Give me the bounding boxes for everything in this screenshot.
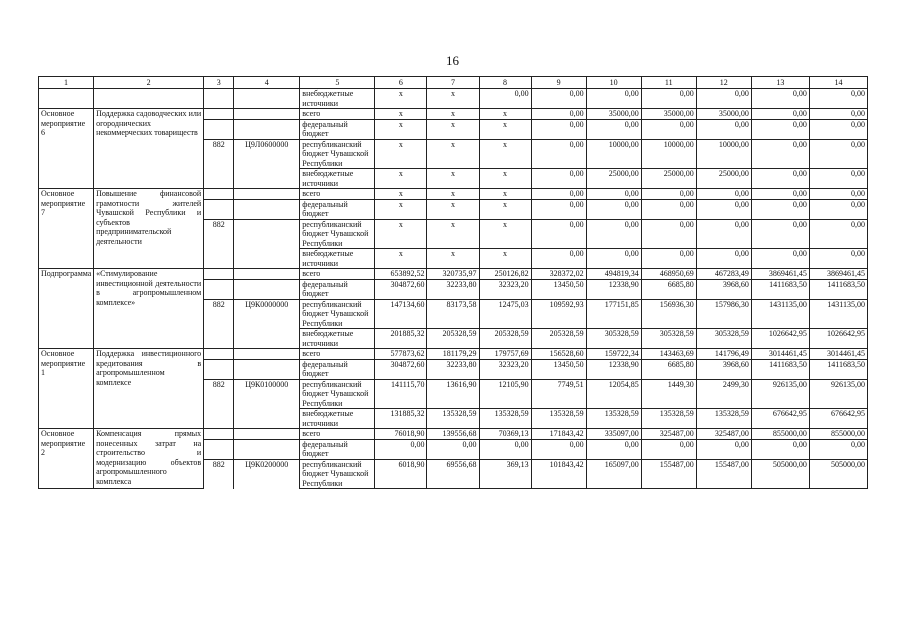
- value-cell: 0,00: [586, 439, 641, 459]
- column-header: 4: [234, 77, 300, 89]
- table-row: [39, 429, 868, 440]
- value-cell: 0,00: [586, 119, 641, 139]
- value-cell: 505000,00: [809, 459, 867, 489]
- item-name: Компенсация прямых понесенных затрат на строительство и модернизацию объектов агропромышленного комплекса: [94, 429, 204, 489]
- funding-source: федеральный бюджет: [300, 199, 375, 219]
- funding-source: федеральный бюджет: [300, 279, 375, 299]
- item-name: Поддержка инвестиционного кредитования в агропромышленном комплексе: [94, 349, 204, 429]
- value-cell: 325487,00: [696, 429, 751, 440]
- value-cell: 165097,00: [586, 459, 641, 489]
- table-row: [39, 269, 868, 280]
- value-cell: 0,00: [531, 139, 586, 169]
- value-cell: 155487,00: [641, 459, 696, 489]
- value-cell: х: [427, 119, 479, 139]
- value-cell: 179757,69: [479, 349, 531, 360]
- empty-cell: [94, 89, 204, 109]
- value-cell: х: [375, 249, 427, 269]
- value-cell: 0,00: [751, 219, 809, 249]
- value-cell: 328372,02: [531, 269, 586, 280]
- value-cell: 25000,00: [641, 169, 696, 189]
- value-cell: 0,00: [531, 199, 586, 219]
- value-cell: 0,00: [696, 249, 751, 269]
- value-cell: 135328,59: [427, 409, 479, 429]
- funding-source: всего: [300, 429, 375, 440]
- empty-cell: [234, 359, 300, 379]
- value-cell: х: [479, 169, 531, 189]
- value-cell: 0,00: [809, 439, 867, 459]
- value-cell: х: [375, 189, 427, 200]
- value-cell: 0,00: [531, 169, 586, 189]
- value-cell: х: [479, 249, 531, 269]
- value-cell: 855000,00: [751, 429, 809, 440]
- value-cell: 32323,20: [479, 279, 531, 299]
- value-cell: 159722,34: [586, 349, 641, 360]
- budget-table: [38, 76, 868, 489]
- grbs-code: 882: [204, 139, 234, 169]
- empty-cell: [234, 279, 300, 299]
- value-cell: 0,00: [531, 119, 586, 139]
- value-cell: 12338,90: [586, 279, 641, 299]
- value-cell: 1411683,50: [809, 359, 867, 379]
- value-cell: 0,00: [751, 139, 809, 169]
- value-cell: х: [375, 169, 427, 189]
- item-name: Повышение финансовой грамотности жителей Чувашской Республики и субъектов предпринимательской деятельности: [94, 189, 204, 269]
- value-cell: 101843,42: [531, 459, 586, 489]
- value-cell: 12054,85: [586, 379, 641, 409]
- empty-cell: [204, 429, 234, 440]
- budget-code: Ц9Л0600000: [234, 139, 300, 169]
- column-header: 14: [809, 77, 867, 89]
- value-cell: 0,00: [809, 169, 867, 189]
- value-cell: 0,00: [531, 89, 586, 109]
- value-cell: 0,00: [751, 199, 809, 219]
- value-cell: 0,00: [696, 439, 751, 459]
- funding-source: республиканский бюджет Чувашской Республики: [300, 219, 375, 249]
- value-cell: 32323,20: [479, 359, 531, 379]
- value-cell: 35000,00: [696, 109, 751, 120]
- value-cell: 0,00: [641, 199, 696, 219]
- value-cell: 676642,95: [809, 409, 867, 429]
- value-cell: 0,00: [641, 119, 696, 139]
- funding-source: внебюджетные источники: [300, 89, 375, 109]
- funding-source: внебюджетные источники: [300, 169, 375, 189]
- value-cell: 6685,80: [641, 279, 696, 299]
- value-cell: 0,00: [696, 219, 751, 249]
- value-cell: 0,00: [586, 219, 641, 249]
- value-cell: 177151,85: [586, 299, 641, 329]
- value-cell: 141796,49: [696, 349, 751, 360]
- column-header: 12: [696, 77, 751, 89]
- value-cell: 0,00: [531, 109, 586, 120]
- funding-source: федеральный бюджет: [300, 119, 375, 139]
- value-cell: 32233,80: [427, 279, 479, 299]
- value-cell: 1026642,95: [809, 329, 867, 349]
- value-cell: 69556,68: [427, 459, 479, 489]
- value-cell: 0,00: [641, 249, 696, 269]
- empty-cell: [204, 109, 234, 120]
- column-header: 2: [94, 77, 204, 89]
- value-cell: 25000,00: [696, 169, 751, 189]
- empty-cell: [204, 199, 234, 219]
- value-cell: 76018,90: [375, 429, 427, 440]
- value-cell: 0,00: [809, 199, 867, 219]
- value-cell: 0,00: [809, 189, 867, 200]
- empty-cell: [234, 439, 300, 459]
- funding-source: всего: [300, 189, 375, 200]
- value-cell: 3968,60: [696, 359, 751, 379]
- value-cell: х: [375, 109, 427, 120]
- funding-source: республиканский бюджет Чувашской Республики: [300, 379, 375, 409]
- empty-cell: [234, 119, 300, 139]
- value-cell: 70369,13: [479, 429, 531, 440]
- value-cell: 35000,00: [586, 109, 641, 120]
- value-cell: 0,00: [751, 249, 809, 269]
- value-cell: 139556,68: [427, 429, 479, 440]
- funding-source: федеральный бюджет: [300, 359, 375, 379]
- grbs-code: 882: [204, 219, 234, 249]
- funding-source: республиканский бюджет Чувашской Республики: [300, 139, 375, 169]
- table-row: [39, 189, 868, 200]
- empty-cell: [234, 249, 300, 269]
- budget-code: [234, 219, 300, 249]
- value-cell: 0,00: [531, 249, 586, 269]
- value-cell: 0,00: [809, 89, 867, 109]
- value-cell: 0,00: [751, 189, 809, 200]
- value-cell: 505000,00: [751, 459, 809, 489]
- value-cell: 0,00: [586, 189, 641, 200]
- empty-cell: [234, 429, 300, 440]
- value-cell: 13450,50: [531, 359, 586, 379]
- value-cell: 3869461,45: [751, 269, 809, 280]
- empty-cell: [204, 269, 234, 280]
- value-cell: 320735,97: [427, 269, 479, 280]
- value-cell: 171843,42: [531, 429, 586, 440]
- funding-source: всего: [300, 349, 375, 360]
- page-number: 16: [446, 53, 459, 68]
- value-cell: 0,00: [586, 249, 641, 269]
- value-cell: 0,00: [641, 89, 696, 109]
- value-cell: 12338,90: [586, 359, 641, 379]
- value-cell: 926135,00: [809, 379, 867, 409]
- value-cell: 135328,59: [479, 409, 531, 429]
- value-cell: 0,00: [751, 109, 809, 120]
- value-cell: 181179,29: [427, 349, 479, 360]
- funding-source: внебюджетные источники: [300, 329, 375, 349]
- value-cell: 13616,90: [427, 379, 479, 409]
- empty-cell: [234, 409, 300, 429]
- funding-source: республиканский бюджет Чувашской Республики: [300, 299, 375, 329]
- value-cell: 205328,59: [479, 329, 531, 349]
- value-cell: 0,00: [479, 89, 531, 109]
- value-cell: 12105,90: [479, 379, 531, 409]
- value-cell: х: [375, 139, 427, 169]
- value-cell: 131885,32: [375, 409, 427, 429]
- empty-cell: [234, 199, 300, 219]
- empty-cell: [204, 409, 234, 429]
- column-header: 9: [531, 77, 586, 89]
- empty-cell: [204, 329, 234, 349]
- value-cell: 141115,70: [375, 379, 427, 409]
- value-cell: 304872,60: [375, 279, 427, 299]
- value-cell: 494819,34: [586, 269, 641, 280]
- value-cell: 143463,69: [641, 349, 696, 360]
- empty-cell: [234, 329, 300, 349]
- budget-code: Ц9К0200000: [234, 459, 300, 489]
- item-kind: Подпрограмма: [39, 269, 94, 349]
- funding-source: всего: [300, 269, 375, 280]
- value-cell: 3968,60: [696, 279, 751, 299]
- value-cell: 0,00: [586, 89, 641, 109]
- value-cell: х: [375, 199, 427, 219]
- column-header: 5: [300, 77, 375, 89]
- table-row: [39, 89, 868, 109]
- column-header: 3: [204, 77, 234, 89]
- value-cell: х: [375, 119, 427, 139]
- value-cell: х: [479, 109, 531, 120]
- value-cell: 468950,69: [641, 269, 696, 280]
- empty-cell: [39, 89, 94, 109]
- value-cell: 0,00: [641, 189, 696, 200]
- header-row: [39, 77, 868, 89]
- empty-cell: [204, 439, 234, 459]
- empty-cell: [204, 249, 234, 269]
- value-cell: 135328,59: [586, 409, 641, 429]
- value-cell: 0,00: [696, 89, 751, 109]
- value-cell: 1431135,00: [751, 299, 809, 329]
- table-row: [39, 109, 868, 120]
- value-cell: 926135,00: [751, 379, 809, 409]
- value-cell: 0,00: [809, 249, 867, 269]
- empty-cell: [204, 359, 234, 379]
- empty-cell: [204, 169, 234, 189]
- grbs-code: 882: [204, 299, 234, 329]
- column-header: 8: [479, 77, 531, 89]
- value-cell: 205328,59: [531, 329, 586, 349]
- value-cell: 7749,51: [531, 379, 586, 409]
- column-header: 1: [39, 77, 94, 89]
- value-cell: 135328,59: [696, 409, 751, 429]
- value-cell: х: [479, 119, 531, 139]
- value-cell: х: [427, 109, 479, 120]
- value-cell: 0,00: [696, 189, 751, 200]
- value-cell: 0,00: [696, 119, 751, 139]
- value-cell: 1411683,50: [809, 279, 867, 299]
- funding-source: внебюджетные источники: [300, 249, 375, 269]
- funding-source: федеральный бюджет: [300, 439, 375, 459]
- value-cell: х: [427, 199, 479, 219]
- value-cell: 3014461,45: [751, 349, 809, 360]
- value-cell: 1411683,50: [751, 359, 809, 379]
- empty-cell: [204, 119, 234, 139]
- value-cell: 0,00: [809, 139, 867, 169]
- item-kind: Основное мероприятие 6: [39, 109, 94, 189]
- funding-source: республиканский бюджет Чувашской Республики: [300, 459, 375, 489]
- value-cell: 335097,00: [586, 429, 641, 440]
- empty-cell: [234, 109, 300, 120]
- value-cell: 12475,03: [479, 299, 531, 329]
- budget-code: Ц9К0100000: [234, 379, 300, 409]
- value-cell: 32233,80: [427, 359, 479, 379]
- value-cell: 0,00: [531, 439, 586, 459]
- value-cell: х: [427, 169, 479, 189]
- value-cell: 0,00: [641, 219, 696, 249]
- value-cell: 13450,50: [531, 279, 586, 299]
- item-name: «Стимулирование инвестиционной деятельности в агропромышленном комплексе»: [94, 269, 204, 349]
- column-header: 11: [641, 77, 696, 89]
- value-cell: 156936,30: [641, 299, 696, 329]
- value-cell: 147134,60: [375, 299, 427, 329]
- value-cell: 0,00: [809, 109, 867, 120]
- empty-cell: [234, 189, 300, 200]
- value-cell: 855000,00: [809, 429, 867, 440]
- value-cell: 2499,30: [696, 379, 751, 409]
- value-cell: 577873,62: [375, 349, 427, 360]
- value-cell: 0,00: [696, 199, 751, 219]
- value-cell: 0,00: [751, 439, 809, 459]
- column-header: 13: [751, 77, 809, 89]
- value-cell: 0,00: [427, 439, 479, 459]
- value-cell: 201885,32: [375, 329, 427, 349]
- value-cell: 0,00: [531, 219, 586, 249]
- item-kind: Основное мероприятие 1: [39, 349, 94, 429]
- value-cell: 3869461,45: [809, 269, 867, 280]
- value-cell: 135328,59: [531, 409, 586, 429]
- table-row: [39, 349, 868, 360]
- value-cell: 10000,00: [641, 139, 696, 169]
- value-cell: 0,00: [375, 439, 427, 459]
- value-cell: х: [427, 89, 479, 109]
- value-cell: 305328,59: [586, 329, 641, 349]
- value-cell: 1431135,00: [809, 299, 867, 329]
- value-cell: 250126,82: [479, 269, 531, 280]
- value-cell: 304872,60: [375, 359, 427, 379]
- value-cell: 35000,00: [641, 109, 696, 120]
- value-cell: 83173,58: [427, 299, 479, 329]
- value-cell: х: [427, 219, 479, 249]
- empty-cell: [204, 279, 234, 299]
- value-cell: 305328,59: [641, 329, 696, 349]
- budget-code: Ц9К0000000: [234, 299, 300, 329]
- value-cell: х: [427, 189, 479, 200]
- value-cell: 369,13: [479, 459, 531, 489]
- value-cell: х: [427, 249, 479, 269]
- funding-source: всего: [300, 109, 375, 120]
- value-cell: 0,00: [809, 119, 867, 139]
- funding-source: внебюджетные источники: [300, 409, 375, 429]
- value-cell: 0,00: [479, 439, 531, 459]
- empty-cell: [204, 189, 234, 200]
- item-kind: Основное мероприятие 2: [39, 429, 94, 489]
- value-cell: 0,00: [751, 119, 809, 139]
- item-kind: Основное мероприятие 7: [39, 189, 94, 269]
- value-cell: 0,00: [751, 169, 809, 189]
- value-cell: х: [427, 139, 479, 169]
- value-cell: 1449,30: [641, 379, 696, 409]
- value-cell: 0,00: [586, 199, 641, 219]
- value-cell: 205328,59: [427, 329, 479, 349]
- value-cell: 467283,49: [696, 269, 751, 280]
- value-cell: 155487,00: [696, 459, 751, 489]
- empty-cell: [204, 349, 234, 360]
- value-cell: 156528,60: [531, 349, 586, 360]
- value-cell: 305328,59: [696, 329, 751, 349]
- value-cell: х: [375, 89, 427, 109]
- column-header: 7: [427, 77, 479, 89]
- value-cell: х: [479, 139, 531, 169]
- value-cell: 6685,80: [641, 359, 696, 379]
- value-cell: 0,00: [751, 89, 809, 109]
- value-cell: 25000,00: [586, 169, 641, 189]
- value-cell: 10000,00: [696, 139, 751, 169]
- value-cell: х: [479, 199, 531, 219]
- empty-cell: [234, 169, 300, 189]
- value-cell: 157986,30: [696, 299, 751, 329]
- value-cell: 6018,90: [375, 459, 427, 489]
- empty-cell: [234, 349, 300, 360]
- value-cell: х: [479, 189, 531, 200]
- value-cell: 3014461,45: [809, 349, 867, 360]
- value-cell: 109592,93: [531, 299, 586, 329]
- empty-cell: [234, 89, 300, 109]
- value-cell: 1026642,95: [751, 329, 809, 349]
- value-cell: 135328,59: [641, 409, 696, 429]
- value-cell: 325487,00: [641, 429, 696, 440]
- item-name: Поддержка садоводческих или огороднических некоммерческих товариществ: [94, 109, 204, 189]
- empty-cell: [204, 89, 234, 109]
- value-cell: х: [375, 219, 427, 249]
- value-cell: 0,00: [531, 189, 586, 200]
- value-cell: 676642,95: [751, 409, 809, 429]
- value-cell: х: [479, 219, 531, 249]
- grbs-code: 882: [204, 379, 234, 409]
- grbs-code: 882: [204, 459, 234, 489]
- value-cell: 653892,52: [375, 269, 427, 280]
- column-header: 10: [586, 77, 641, 89]
- empty-cell: [234, 269, 300, 280]
- value-cell: 1411683,50: [751, 279, 809, 299]
- column-header: 6: [375, 77, 427, 89]
- value-cell: 0,00: [809, 219, 867, 249]
- value-cell: 10000,00: [586, 139, 641, 169]
- value-cell: 0,00: [641, 439, 696, 459]
